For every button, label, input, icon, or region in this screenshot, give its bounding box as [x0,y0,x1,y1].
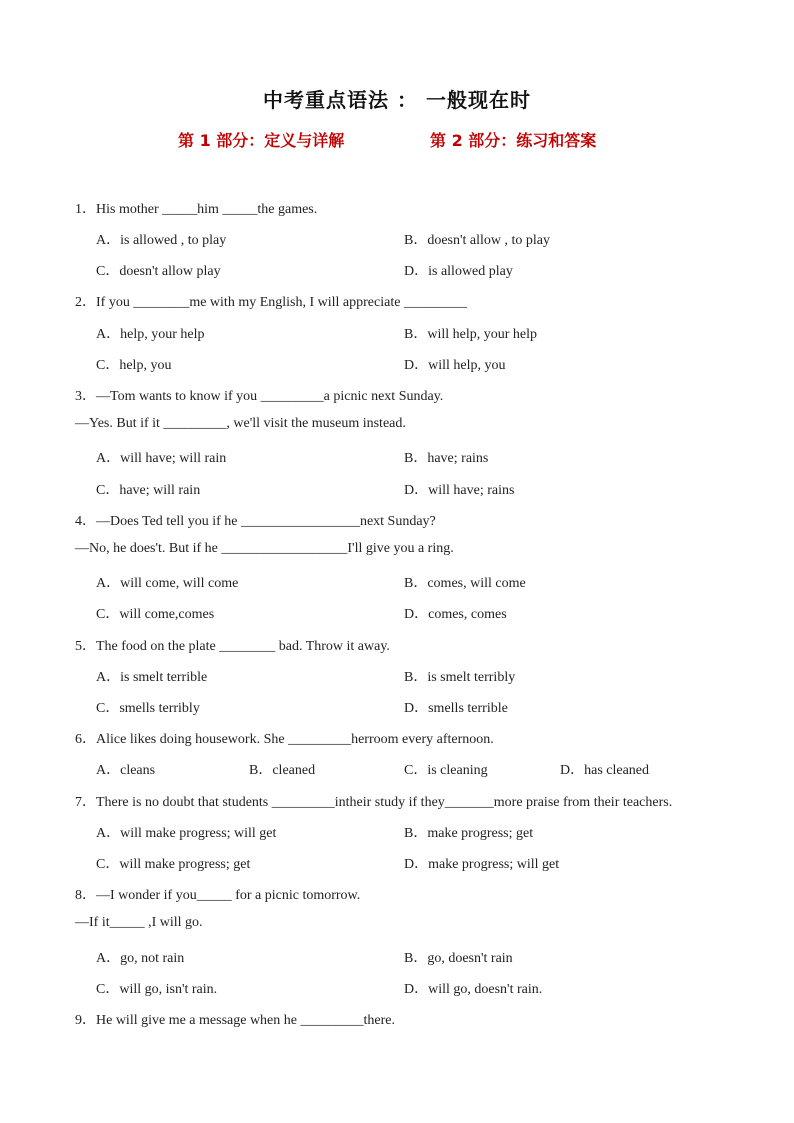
option-6b: B．cleaned [249,763,316,778]
question-3-reply: —Yes. But if it _________, we'll visit the museum instead. [75,416,406,431]
option-4d: D．comes, comes [404,607,507,622]
subtitle-row [0,128,794,152]
part1-link[interactable]: 第 1 部分：定义与详解 [178,131,345,150]
option-2d: D．will help, you [404,358,506,373]
option-4a: A．will come, will come [96,576,239,591]
option-8b: B．go, doesn't rain [404,951,513,966]
question-7: 7．There is no doubt that students _________intheir study if they_______more praise from their teachers. [75,795,673,810]
option-2b: B．will help, your help [404,327,537,342]
option-4c: C．will come,comes [96,607,215,622]
question-4-reply: —No, he does't. But if he __________________I'll give you a ring. [75,541,454,556]
option-7c: C．will make progress; get [96,857,251,872]
option-2a: A．help, your help [96,327,205,342]
option-6d: D．has cleaned [560,763,650,778]
option-7a: A．will make progress; will get [96,826,277,841]
option-2c: C．help, you [96,358,172,373]
option-4b: B．comes, will come [404,576,526,591]
option-7b: B．make progress; get [404,826,534,841]
option-8a: A．go, not rain [96,951,185,966]
question-1: 1．His mother _____him _____the games. [75,202,318,217]
option-1a: A．is allowed , to play [96,233,227,248]
question-8: 8．—I wonder if you_____ for a picnic tomorrow. [75,888,361,903]
part2-link[interactable]: 第 2 部分：练习和答案 [430,131,597,150]
question-8-reply: —If it_____ ,I will go. [75,915,203,930]
option-1d: D．is allowed play [404,264,513,279]
option-3c: C．have; will rain [96,483,201,498]
question-6: 6．Alice likes doing housework. She _________herroom every afternoon. [75,732,494,747]
option-5c: C．smells terribly [96,701,200,716]
option-5b: B．is smelt terribly [404,670,516,685]
question-5: 5．The food on the plate ________ bad. Throw it away. [75,639,390,654]
option-8d: D．will go, doesn't rain. [404,982,543,997]
option-1b: B．doesn't allow , to play [404,233,551,248]
option-1c: C．doesn't allow play [96,264,221,279]
option-5a: A．is smelt terrible [96,670,208,685]
option-6c: C．is cleaning [404,763,488,778]
option-3d: D．will have; rains [404,483,515,498]
question-4: 4．—Does Ted tell you if he _________________next Sunday? [75,514,436,529]
question-2: 2．If you ________me with my English, I will appreciate _________ [75,295,467,310]
page-title: 中考重点语法 ： 一般现在时 [263,88,531,112]
option-3b: B．have; rains [404,451,489,466]
option-7d: D．make progress; will get [404,857,560,872]
option-6a: A．cleans [96,763,156,778]
option-3a: A．will have; will rain [96,451,227,466]
option-8c: C．will go, isn't rain. [96,982,218,997]
question-9: 9．He will give me a message when he _________there. [75,1013,395,1028]
option-5d: D．smells terrible [404,701,508,716]
question-3: 3．—Tom wants to know if you _________a picnic next Sunday. [75,389,444,404]
